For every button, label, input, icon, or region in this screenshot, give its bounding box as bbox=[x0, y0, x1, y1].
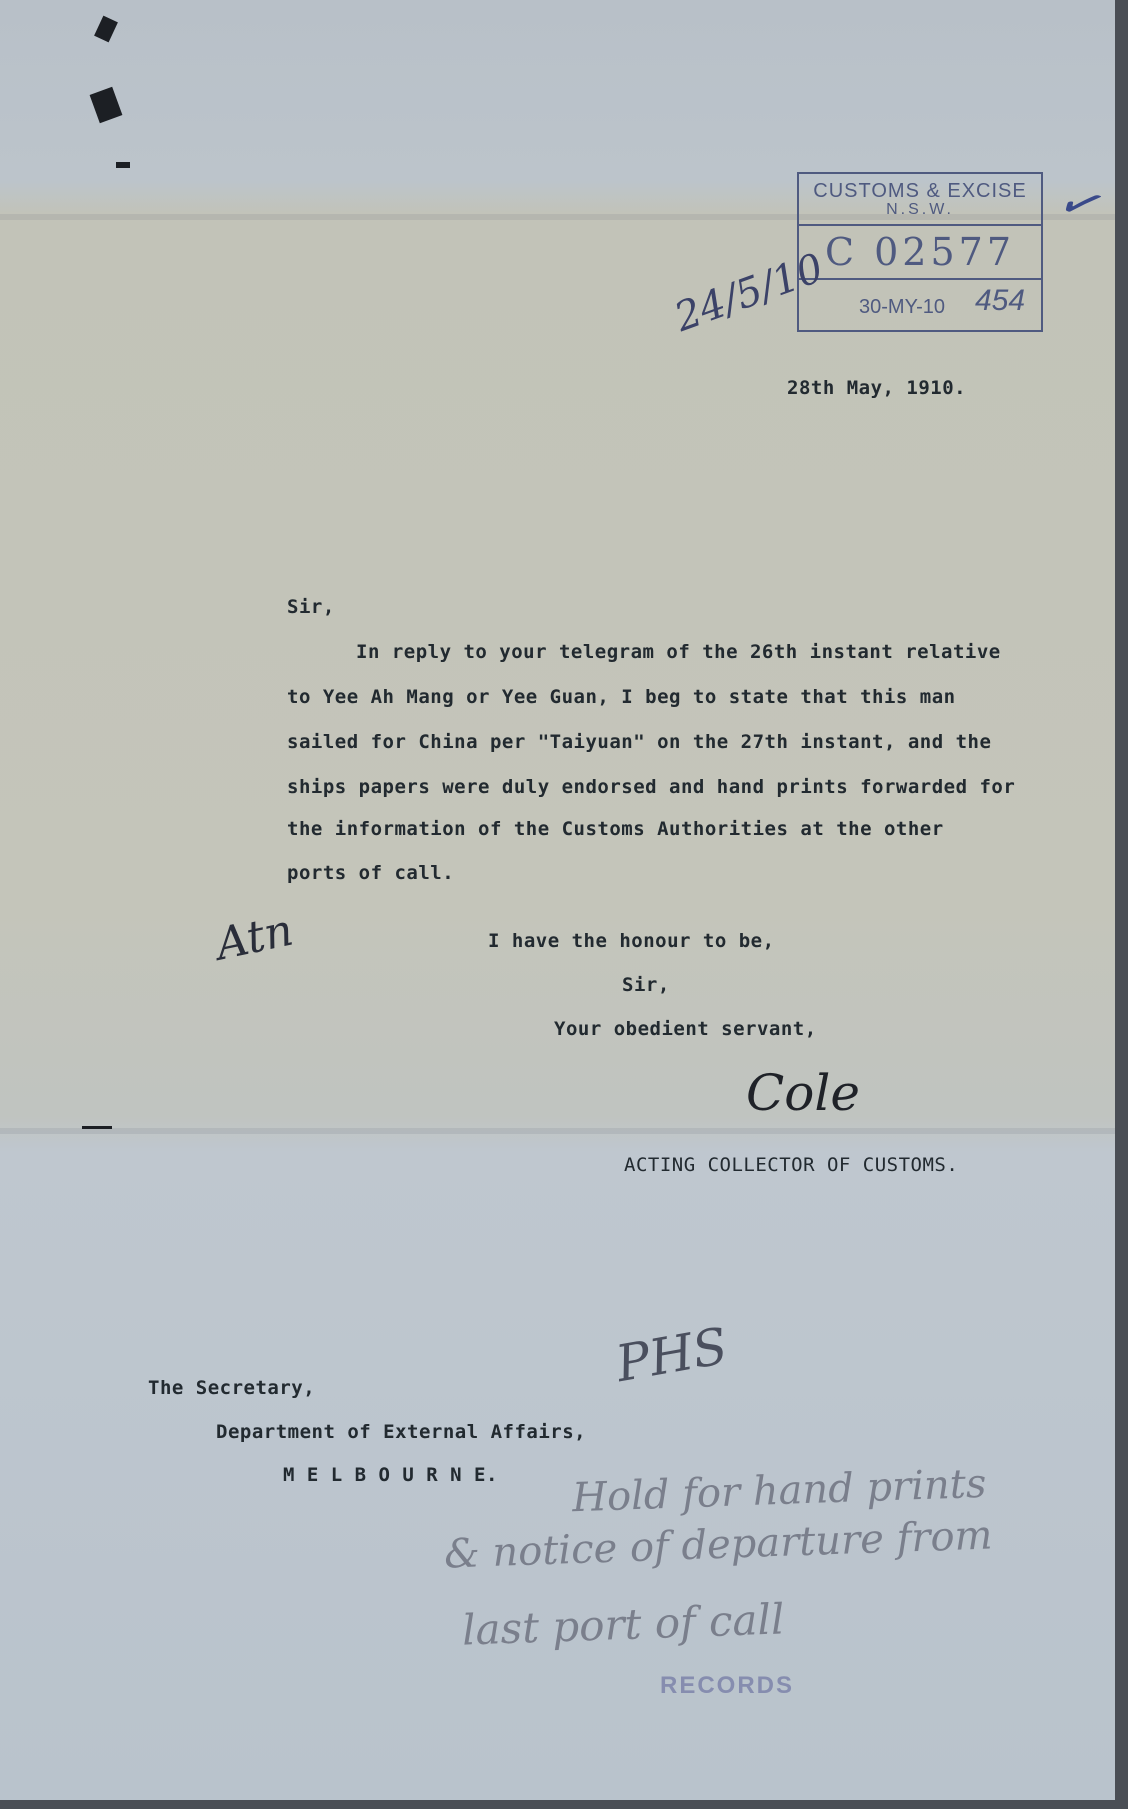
fold-crease-bottom bbox=[0, 1128, 1115, 1134]
pencil-note-line-1: Hold for hand prints bbox=[571, 1460, 988, 1522]
closing-line-3: Your obedient servant, bbox=[554, 1018, 817, 1040]
check-mark: ✓ bbox=[1049, 169, 1107, 237]
body-line-3: sailed for China per "Taiyuan" on the 27th instant, and the bbox=[287, 731, 992, 753]
stamp-line1: CUSTOMS & EXCISE bbox=[813, 180, 1027, 202]
addressee-line-1: The Secretary, bbox=[148, 1377, 316, 1399]
signature: Cole bbox=[746, 1064, 860, 1122]
records-stamp: RECORDS bbox=[660, 1672, 795, 1699]
letter-date: 28th May, 1910. bbox=[787, 377, 967, 399]
body-line-2: to Yee Ah Mang or Yee Guan, I beg to state that this man bbox=[287, 686, 956, 708]
edge-damage-mark bbox=[82, 1126, 112, 1129]
edge-damage-mark bbox=[90, 87, 123, 123]
signature-title: ACTING COLLECTOR OF CUSTOMS. bbox=[624, 1154, 959, 1176]
stamp-line2: N.S.W. bbox=[886, 201, 954, 218]
stamp-date: 30-MY-10 bbox=[859, 296, 945, 318]
body-line-4: ships papers were duly endorsed and hand prints forwarded for bbox=[287, 776, 1016, 798]
initials-mid: PHS bbox=[611, 1316, 732, 1394]
margin-note: 24/5/10 bbox=[668, 245, 830, 341]
stamp-number: C 02577 bbox=[824, 230, 1016, 274]
addressee-line-2: Department of External Affairs, bbox=[216, 1421, 587, 1443]
pencil-note-line-3: last port of call bbox=[461, 1594, 786, 1655]
body-line-1: In reply to your telegram of the 26th instant relative bbox=[356, 641, 1001, 663]
edge-damage-mark bbox=[116, 162, 130, 168]
body-line-6: ports of call. bbox=[287, 862, 455, 884]
customs-stamp bbox=[797, 172, 1043, 332]
closing-line-2: Sir, bbox=[622, 974, 670, 996]
addressee-line-3: M E L B O U R N E. bbox=[283, 1464, 498, 1486]
initials-left: Atn bbox=[211, 904, 298, 971]
stamp-folio: 454 bbox=[975, 284, 1026, 317]
salutation: Sir, bbox=[287, 596, 335, 618]
pencil-note-line-2: & notice of departure from bbox=[443, 1512, 994, 1578]
body-line-5: the information of the Customs Authorities at the other bbox=[287, 818, 944, 840]
edge-damage-mark bbox=[94, 16, 118, 43]
closing-line-1: I have the honour to be, bbox=[488, 930, 775, 952]
